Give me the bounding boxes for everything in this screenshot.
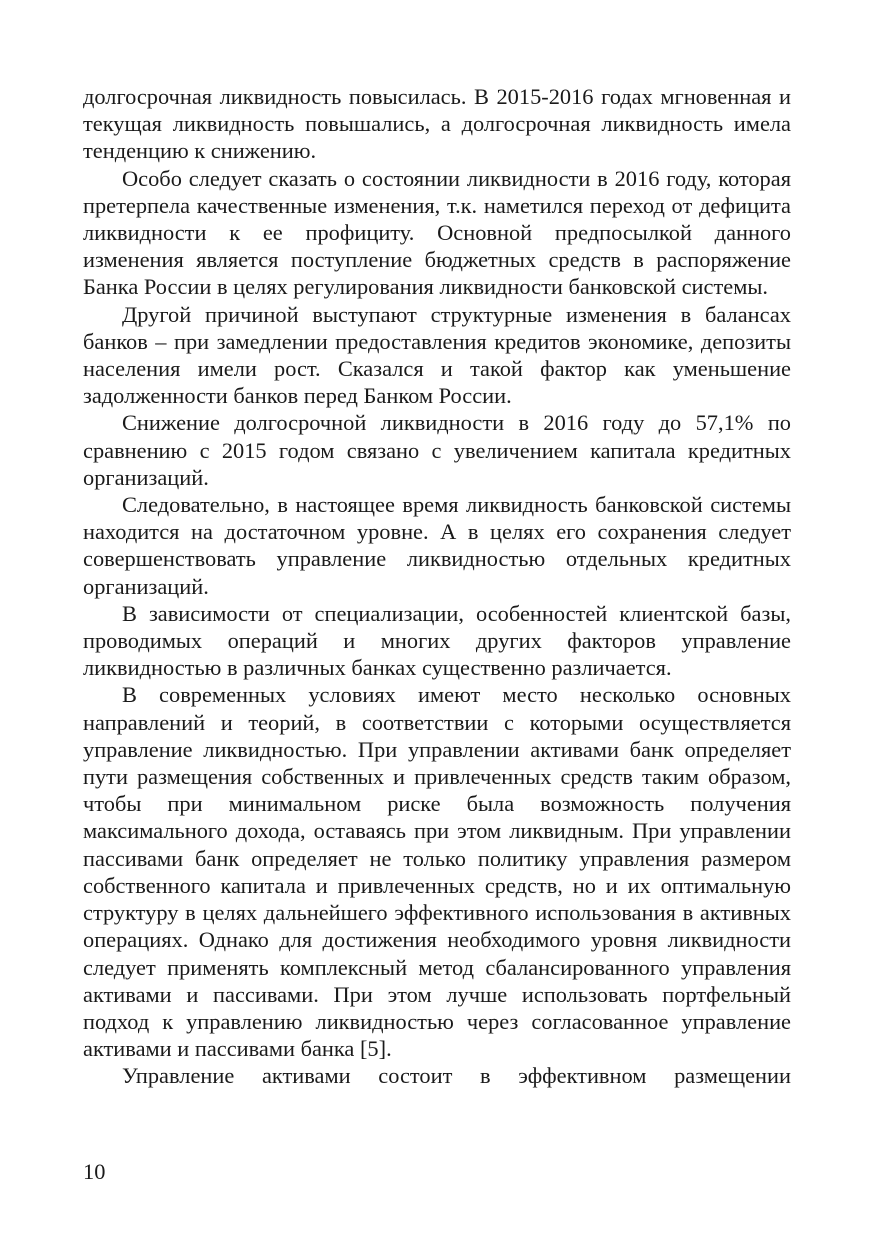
paragraph-continued: долгосрочная ликвидность повысилась. В 2015-2016 годах мгновенная и текущая ликвидность повышались, а долгосрочная ликвидность имела тенденцию к снижению. <box>83 84 791 164</box>
paragraph: Следовательно, в настоящее время ликвидность банковской системы находится на достаточном уровне. А в целях его сохранения следует совершенствовать управление ликвидностью отдельных кредитных организаций. <box>83 492 791 599</box>
paragraph-continues-next-page: Управление активами состоит в эффективном размещении <box>122 1063 791 1089</box>
page-number: 10 <box>83 1159 106 1184</box>
body-text <box>83 83 791 1090</box>
paragraph: В зависимости от специализации, особенностей клиентской базы, проводимых операций и многих других факторов управление ликвидностью в различных банках существенно различается. <box>83 600 791 681</box>
paragraph: Другой причиной выступают структурные изменения в балансах банков – при замедлении предоставления кредитов экономике, депозиты населения имели рост. Сказался и такой фактор как уменьшение задолженности банков перед Банком России. <box>83 301 791 409</box>
paragraph: Особо следует сказать о состоянии ликвидности в 2016 году, которая претерпела качественные изменения, т.к. наметился переход от дефицита ликвидности к ее профициту. Основной предпосылкой данного изменения является поступление бюджетных средств в распоряжение Банка России в целях регулирования ликвидности банковской системы. <box>83 165 791 300</box>
paragraph: Снижение долгосрочной ликвидности в 2016 году до 57,1% по сравнению с 2015 годом связано с увеличением капитала кредитных организаций. <box>83 410 791 490</box>
paragraph: В современных условиях имеют место несколько основных направлений и теорий, в соответствии с которыми осуществляется управление ликвидностью. При управлении активами банк определяет пути размещения собственных и привлеченных средств таким образом, чтобы при минимальном риске была возможность получения максимального дохода, оставаясь при этом ликвидным. При управлении пассивами банк определяет не только политику управления размером собственного капитала и привлеченных средств, но и их оптимальную структуру в целях дальнейшего эффективного использования в активных операциях. Однако для достижения необходимого уровня ликвидности следует применять комплексный метод сбалансированного управления активами и пассивами. При этом лучше использовать портфельный подход к управлению ликвидностью через согласованное управление активами и пассивами банка [5]. <box>83 682 791 1062</box>
